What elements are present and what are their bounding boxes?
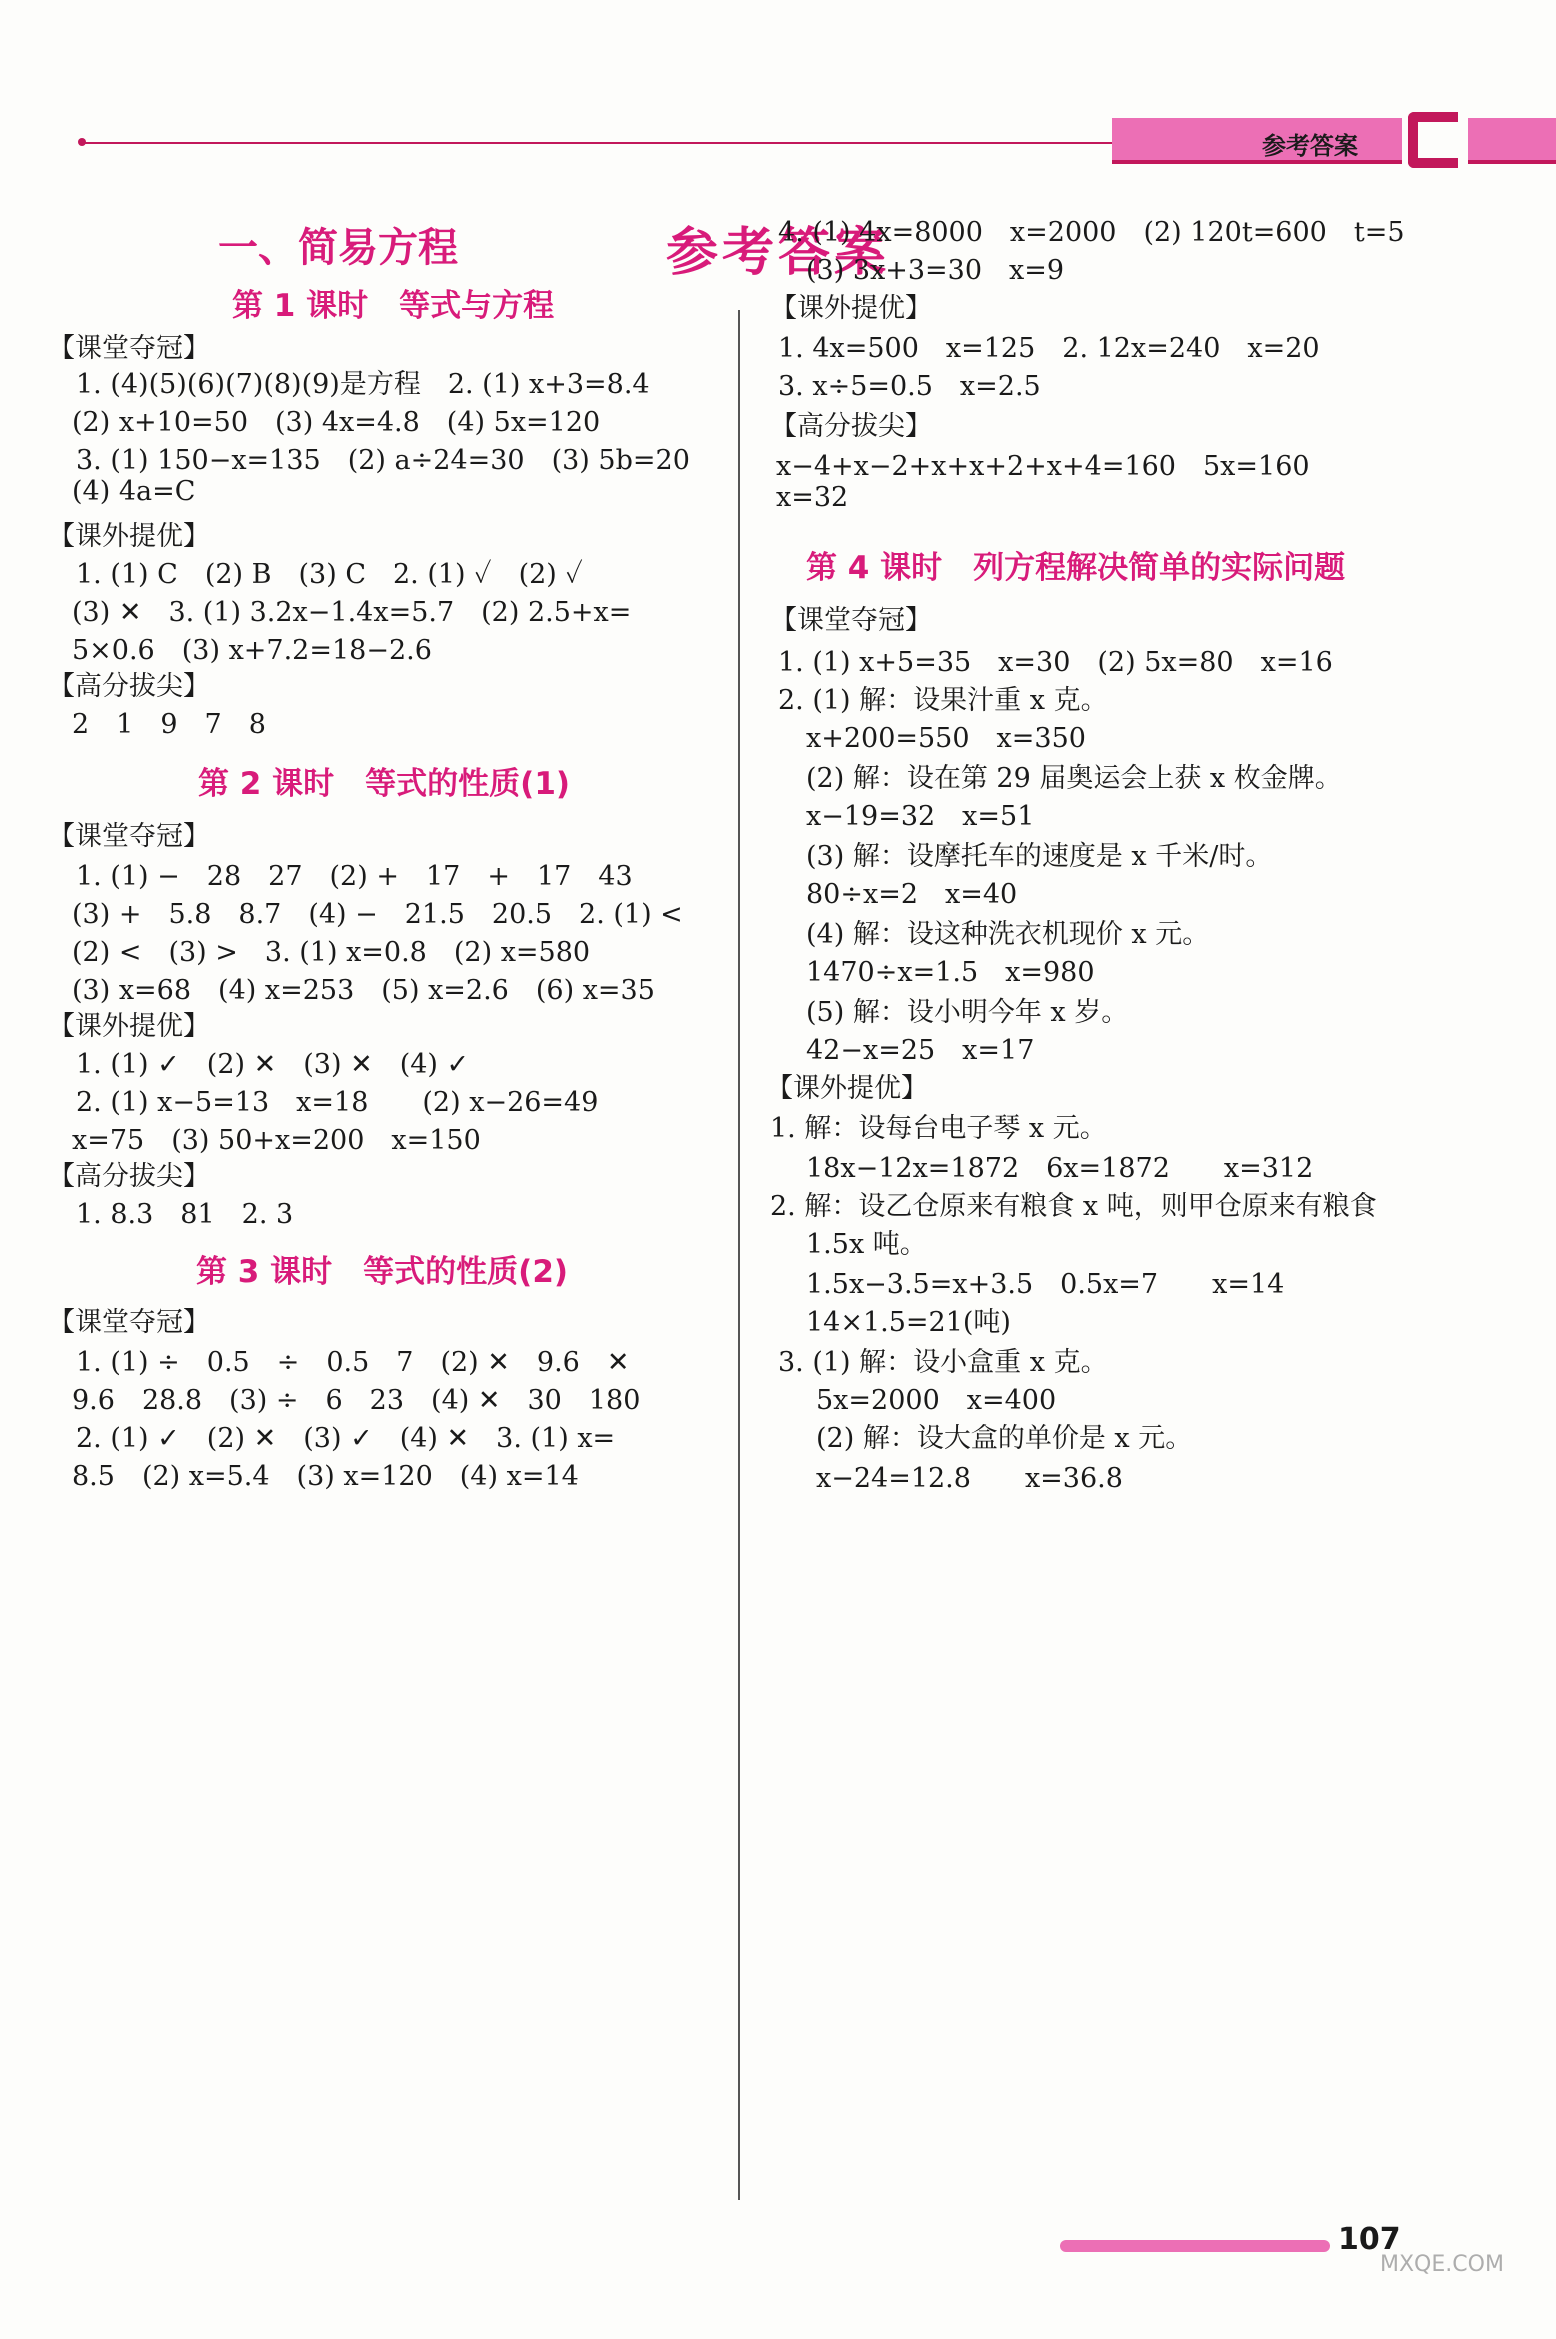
header-block [1468,118,1556,164]
answer-line: 2. (1) x−5=13 x=18 (2) x−26=49 [76,1087,599,1118]
answer-line: 14×1.5=21(吨) [806,1307,1011,1338]
section-top: 【高分拔尖】 [770,411,932,442]
answer-line: x−24=12.8 x=36.8 [816,1463,1123,1494]
answer-line: (2) x+10=50 (3) 4x=4.8 (4) 5x=120 [72,407,601,438]
section-classroom: 【课堂夺冠】 [770,605,932,636]
answer-line: 8.5 (2) x=5.4 (3) x=120 (4) x=14 [72,1461,579,1492]
page-title: 参考答案 [665,223,890,283]
answer-line: (4) 4a=C [72,476,196,507]
answer-line: 18x−12x=1872 6x=1872 x=312 [806,1153,1314,1184]
answer-line: (3) 3x+3=30 x=9 [806,255,1065,286]
answer-line: 1. 解：设每台电子琴 x 元。 [770,1113,1107,1144]
watermark: MXQE.COM [1380,2252,1504,2277]
answer-line: 2. (1) ✓ (2) ✕ (3) ✓ (4) ✕ 3. (1) x= [76,1423,616,1454]
section-classroom: 【课堂夺冠】 [48,821,210,852]
answer-line: x−4+x−2+x+x+2+x+4=160 5x=160 [776,451,1310,482]
header-rule [80,142,1120,144]
answer-line: 1. (1) ÷ 0.5 ÷ 0.5 7 (2) ✕ 9.6 ✕ [76,1347,630,1378]
answer-line: 9.6 28.8 (3) ÷ 6 23 (4) ✕ 30 180 [72,1385,641,1416]
answer-line: 1. (4)(5)(6)(7)(8)(9)是方程 2. (1) x+3=8.4 [76,369,650,400]
answer-line: 3. (1) 解：设小盒重 x 克。 [778,1347,1108,1378]
answer-line: 5×0.6 (3) x+7.2=18−2.6 [72,635,432,666]
answer-line: 1. (1) ✓ (2) ✕ (3) ✕ (4) ✓ [76,1049,470,1080]
answer-line: 3. (1) 150−x=135 (2) a÷24=30 (3) 5b=20 [76,445,690,476]
answer-line: x+200=550 x=350 [806,723,1086,754]
answer-line: 80÷x=2 x=40 [806,879,1018,910]
answer-line: 42−x=25 x=17 [806,1035,1035,1066]
answer-line: 1. 8.3 81 2. 3 [76,1199,294,1230]
answer-line: 5x=2000 x=400 [816,1385,1057,1416]
answer-line: (2) < (3) > 3. (1) x=0.8 (2) x=580 [72,937,591,968]
header-tab-label: 参考答案 [1262,132,1358,160]
lesson-title-4: 第 4 课时 列方程解决简单的实际问题 [806,550,1346,586]
column-divider [738,310,740,2200]
answer-line: (3) ✕ 3. (1) 3.2x−1.4x=5.7 (2) 2.5+x= [72,597,632,628]
page-number: 107 [1338,2222,1401,2257]
answer-line: 4. (1) 4x=8000 x=2000 (2) 120t=600 t=5 [778,217,1405,248]
answer-line: 2 1 9 7 8 [72,709,266,740]
chapter-title: 一、简易方程 [218,225,458,271]
answer-line: x=32 [776,482,849,513]
answer-line: 1. (1) x+5=35 x=30 (2) 5x=80 x=16 [778,647,1333,678]
answer-line: 1470÷x=1.5 x=980 [806,957,1095,988]
answer-line: 1.5x 吨。 [806,1229,927,1260]
section-top: 【高分拔尖】 [48,671,210,702]
answer-line: (2) 解：设大盒的单价是 x 元。 [816,1423,1193,1454]
footer-bar [1060,2240,1330,2252]
header-tab [1112,118,1402,164]
section-classroom: 【课堂夺冠】 [48,1307,210,1338]
answer-line: (3) x=68 (4) x=253 (5) x=2.6 (6) x=35 [72,975,655,1006]
answer-line: x−19=32 x=51 [806,801,1035,832]
answer-line: 1. (1) − 28 27 (2) + 17 + 17 43 [76,861,633,892]
answer-line: 2. (1) 解：设果汁重 x 克。 [778,685,1108,716]
lesson-title-2: 第 2 课时 等式的性质(1) [198,766,571,802]
answer-line: 1.5x−3.5=x+3.5 0.5x=7 x=14 [806,1269,1285,1300]
lesson-title-1: 第 1 课时 等式与方程 [232,288,555,324]
section-classroom: 【课堂夺冠】 [48,333,210,364]
header-bracket-icon [1408,112,1458,168]
answer-line: 1. 4x=500 x=125 2. 12x=240 x=20 [778,333,1320,364]
section-extra: 【课外提优】 [48,521,210,552]
answer-line: (4) 解：设这种洗衣机现价 x 元。 [806,919,1210,950]
section-extra: 【课外提优】 [770,293,932,324]
section-extra: 【课外提优】 [48,1011,210,1042]
section-top: 【高分拔尖】 [48,1161,210,1192]
lesson-title-3: 第 3 课时 等式的性质(2) [196,1254,569,1290]
answer-line: x=75 (3) 50+x=200 x=150 [72,1125,481,1156]
answer-line: 3. x÷5=0.5 x=2.5 [778,371,1041,402]
answer-line: (3) 解：设摩托车的速度是 x 千米/时。 [806,841,1273,872]
answer-line: (3) + 5.8 8.7 (4) − 21.5 20.5 2. (1) < [72,899,683,930]
answer-line: 1. (1) C (2) B (3) C 2. (1) ✓ (2) ✓ [76,559,583,590]
answer-line: (2) 解：设在第 29 届奥运会上获 x 枚金牌。 [806,763,1342,794]
section-extra: 【课外提优】 [766,1073,928,1104]
answer-line: 2. 解：设乙仓原来有粮食 x 吨，则甲仓原来有粮食 [770,1191,1377,1222]
answer-line: (5) 解：设小明今年 x 岁。 [806,997,1129,1028]
